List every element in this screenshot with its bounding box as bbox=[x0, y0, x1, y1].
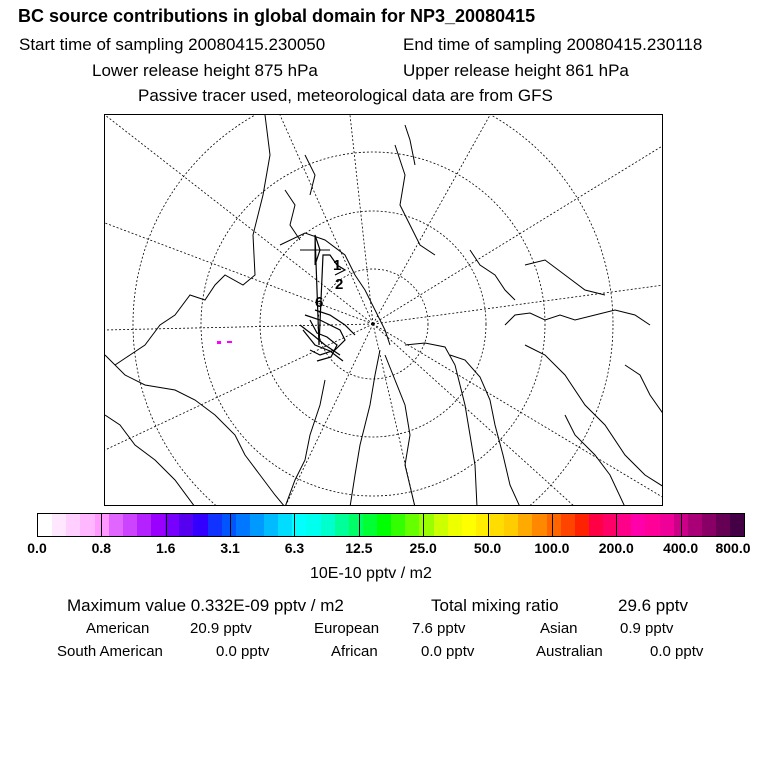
asian-label: Asian bbox=[540, 620, 578, 637]
plume bbox=[300, 235, 355, 361]
plume-spot-1 bbox=[217, 341, 221, 344]
asian-value: 0.9 pptv bbox=[620, 620, 674, 637]
south-american-label: South American bbox=[57, 643, 163, 660]
colorbar-ticks bbox=[37, 513, 745, 537]
plume-spot-2 bbox=[227, 341, 232, 343]
australian-value: 0.0 pptv bbox=[650, 643, 704, 660]
track-label-1: 1 bbox=[333, 257, 342, 274]
colorbar-tick bbox=[166, 513, 167, 537]
colorbar-tick-label: 6.3 bbox=[284, 540, 305, 556]
colorbar-tick bbox=[359, 513, 360, 537]
meridians bbox=[105, 115, 663, 506]
american-value: 20.9 pptv bbox=[190, 620, 252, 637]
colorbar-tick bbox=[552, 513, 553, 537]
colorbar-tick bbox=[488, 513, 489, 537]
colorbar-tick bbox=[423, 513, 424, 537]
colorbar-tick-label: 1.6 bbox=[155, 540, 176, 556]
max-value: Maximum value 0.332E-09 pptv / m2 bbox=[67, 596, 344, 615]
colorbar-tick-label: 400.0 bbox=[663, 540, 699, 556]
south-american-value: 0.0 pptv bbox=[216, 643, 270, 660]
upper-release-height: Upper release height 861 hPa bbox=[403, 61, 629, 80]
colorbar-tick bbox=[681, 513, 682, 537]
lower-release-height: Lower release height 875 hPa bbox=[92, 61, 318, 80]
track-label-6: 6 bbox=[315, 294, 324, 311]
colorbar-tick-label: 0.0 bbox=[27, 540, 47, 556]
colorbar-tick-label: 0.8 bbox=[91, 540, 112, 556]
colorbar-tick-label: 100.0 bbox=[534, 540, 570, 556]
end-time: End time of sampling 20080415.230118 bbox=[403, 35, 703, 54]
american-label: American bbox=[86, 620, 150, 637]
colorbar-tick-label: 12.5 bbox=[345, 540, 373, 556]
total-mixing-value: 29.6 pptv bbox=[618, 596, 688, 615]
colorbar-tick bbox=[294, 513, 295, 537]
colorbar-tick-label: 200.0 bbox=[598, 540, 634, 556]
colorbar-tick bbox=[616, 513, 617, 537]
colorbar-tick-label: 25.0 bbox=[409, 540, 437, 556]
source-cross bbox=[300, 235, 330, 265]
latitude-circles bbox=[133, 115, 613, 506]
colorbar-tick bbox=[101, 513, 102, 537]
total-mixing-label: Total mixing ratio bbox=[431, 596, 559, 615]
colorbar-unit: 10E-10 pptv / m2 bbox=[310, 565, 432, 582]
map-canvas bbox=[105, 115, 663, 506]
tracer-info: Passive tracer used, meteorological data are from GFS bbox=[138, 86, 553, 105]
colorbar-tick bbox=[230, 513, 231, 537]
colorbar-tick-label: 3.1 bbox=[220, 540, 240, 556]
lat-circle-50 bbox=[133, 115, 613, 506]
polar-map bbox=[104, 114, 663, 506]
australian-label: Australian bbox=[536, 643, 603, 660]
european-label: European bbox=[314, 620, 380, 637]
colorbar-tick-label: 800.0 bbox=[715, 540, 751, 556]
european-value: 7.6 pptv bbox=[412, 620, 466, 637]
colorbar-tick-label: 50.0 bbox=[473, 540, 502, 556]
map-title: BC source contributions in global domain for NP3_20080415 bbox=[18, 6, 536, 26]
african-label: African bbox=[331, 643, 378, 660]
african-value: 0.0 pptv bbox=[421, 643, 475, 660]
start-time: Start time of sampling 20080415.230050 bbox=[19, 35, 326, 54]
track-label-2: 2 bbox=[335, 276, 344, 293]
